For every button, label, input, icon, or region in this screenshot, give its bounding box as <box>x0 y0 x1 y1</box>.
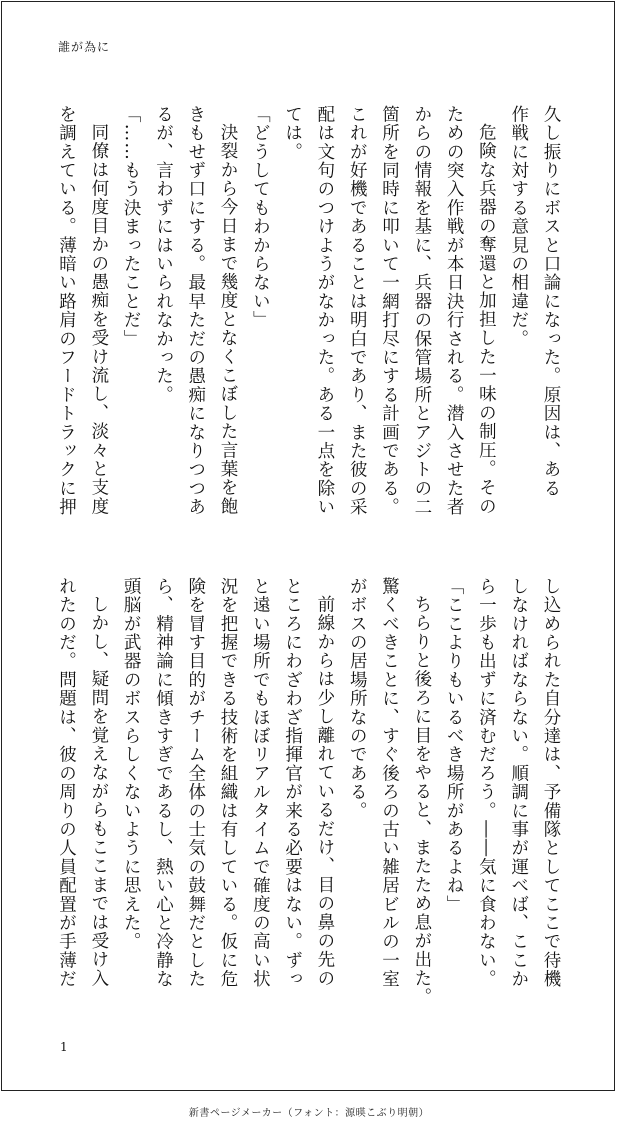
text-line: ら、精神論に傾きすぎであるし、熱い心と冷静な <box>153 577 174 989</box>
text-line: 驚くべきことに、すぐ後ろの古い雑居ビルの一室 <box>379 577 400 989</box>
footer-credit: 新書ページメーカー（フォント：源暎こぶり明朝） <box>188 1108 430 1119</box>
page-number: 1 <box>60 1040 68 1054</box>
text-line: を調えている。薄暗い路肩のフードトラックに押 <box>56 105 77 517</box>
text-line: 頭脳が武器のボスらしくないように思えた。 <box>121 577 142 951</box>
text-line: きもせず口にする。最早ただの愚痴になりつつあ <box>185 105 206 517</box>
lower-text-block <box>51 577 567 1029</box>
text-line: ら一歩も出ずに済むだろう。――気に食わない。 <box>476 577 497 989</box>
text-line: ては。 <box>282 105 303 162</box>
text-line: 作戦に対する意見の相違だ。 <box>508 105 529 349</box>
dialogue-line: 「……もう決まったことだ」 <box>121 105 142 349</box>
text-line: し込められた自分達は、予備隊としてここで待機 <box>541 577 561 989</box>
dialogue-line: 「ここよりもいるべき場所があるよね」 <box>444 577 465 914</box>
text-line: れたのだ。問題は、彼の周りの人員配置が手薄だ <box>56 577 77 989</box>
text-line: 険を冒す目的がチーム全体の士気の鼓舞だとした <box>185 577 206 989</box>
text-line: からの情報を基に、兵器の保管場所とアジトの二 <box>411 105 432 517</box>
text-line: 同僚は何度目かの愚痴を受け流し、淡々と支度 <box>88 122 109 516</box>
text-line: ための突入作戦が本日決行される。潜入させた者 <box>444 105 465 517</box>
text-line: これが好機であることは明白であり、また彼の采 <box>347 105 368 517</box>
text-line: 危険な兵器の奪還と加担した一味の制圧。その <box>476 122 497 516</box>
running-header: 誰が為に <box>58 40 111 54</box>
page-frame <box>1 1 615 1091</box>
text-line: しなければならない。順調に事が運べば、ここか <box>508 577 529 989</box>
text-line: るが、言わずにはいられなかった。 <box>153 105 174 405</box>
text-line: ちらりと後ろに目をやると、またため息が出た。 <box>411 594 432 1006</box>
text-line: 久し振りにボスと口論になった。原因は、ある <box>541 105 561 498</box>
text-line: 前線からは少し離れているだけ、目の鼻の先の <box>314 594 335 988</box>
upper-text-block <box>51 105 567 557</box>
dialogue-line: 「どうしてもわからない」 <box>250 105 271 330</box>
text-line: 配は文句のつけようがなかった。ある一点を除い <box>314 105 335 517</box>
text-line: と遠い場所でもほぼリアルタイムで確度の高い状 <box>250 577 271 989</box>
text-line: 決裂から今日まで幾度となくこぼした言葉を飽 <box>218 122 239 516</box>
text-line: がボスの居場所なのである。 <box>347 577 368 821</box>
text-line: 況を把握できる技術を組織は有している。仮に危 <box>218 577 239 989</box>
text-line: 箇所を同時に叩いて一網打尽にする計画である。 <box>379 105 400 517</box>
text-line: しかし、疑問を覚えながらもここまでは受け入 <box>88 594 109 988</box>
text-line: ところにわざわざ指揮官が来る必要はない。ずっ <box>282 577 303 989</box>
